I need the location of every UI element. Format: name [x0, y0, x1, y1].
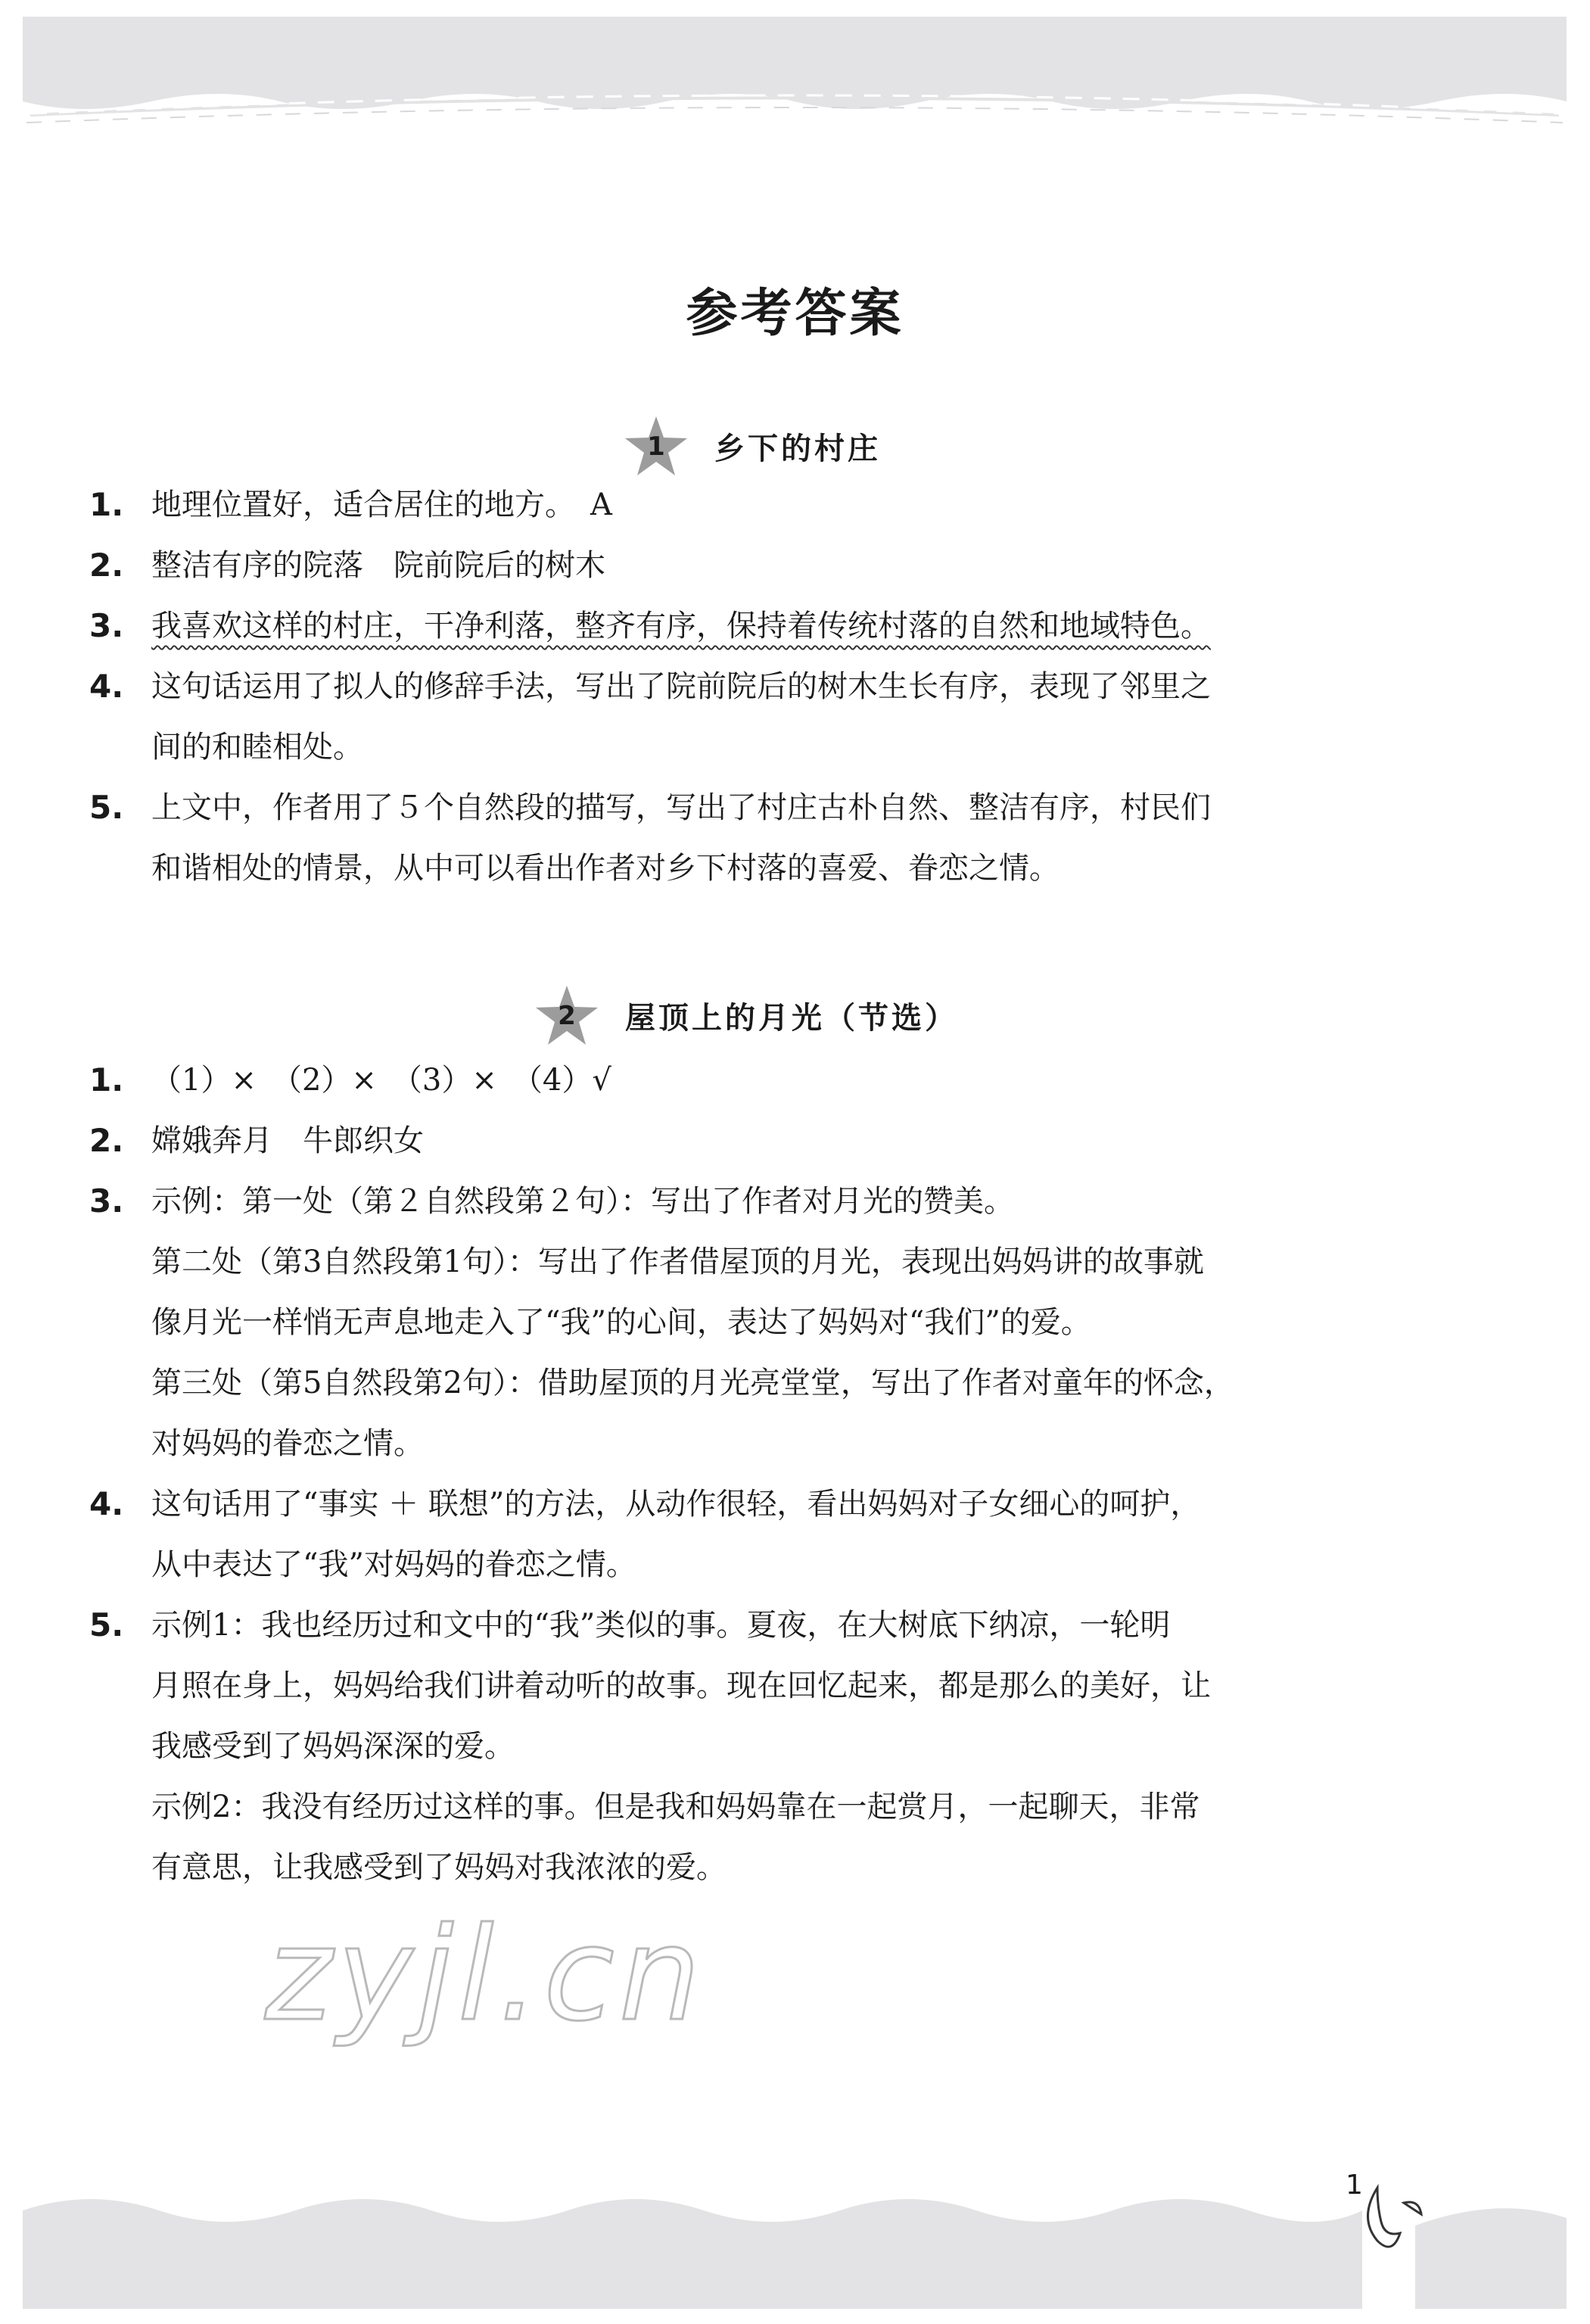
header-band [23, 17, 1567, 130]
section-heading-1 [0, 415, 1590, 483]
answer-number: 3. [89, 1182, 124, 1220]
answer-item [89, 475, 1370, 535]
answer-line: 地理位置好，适合居住的地方。 A [151, 488, 612, 522]
answer-item [89, 1171, 1370, 1474]
watermark: zyjl.cn [265, 1900, 705, 2050]
answer-line: 示例：第一处（第２自然段第２句）：写出了作者对月光的赞美。 [151, 1184, 1014, 1219]
water-drop-icon [1362, 2180, 1423, 2263]
answer-number: 5. [89, 1606, 124, 1643]
page-title: 参考答案 [686, 284, 904, 344]
star-icon [534, 984, 599, 1046]
answer-line: 从中表达了“我”对妈妈的眷恋之情。 [151, 1547, 636, 1582]
answer-line: 月照在身上，妈妈给我们讲着动听的故事。现在回忆起来，都是那么的美好，让 [151, 1668, 1211, 1703]
answer-item [89, 1595, 1370, 1898]
answer-number: 4. [89, 1485, 124, 1522]
answer-item [89, 656, 1370, 777]
answer-item [89, 777, 1370, 899]
answer-line: 像月光一样悄无声息地走入了“我”的心间，表达了妈妈对“我们”的爱。 [151, 1305, 1091, 1340]
answer-line: 上文中，作者用了５个自然段的描写，写出了村庄古朴自然、整洁有序，村民们 [151, 790, 1211, 825]
answer-line: 第三处（第5自然段第2句）：借助屋顶的月光亮堂堂，写出了作者对童年的怀念， [151, 1366, 1234, 1400]
answer-number: 5. [89, 789, 124, 826]
answer-item [89, 1111, 1370, 1171]
footer-band [23, 2165, 1567, 2309]
answer-line: 对妈妈的眷恋之情。 [151, 1426, 424, 1461]
section-number: 1 [647, 431, 665, 462]
answer-number: 2. [89, 547, 124, 584]
answer-line: 示例2：我没有经历过这样的事。但是我和妈妈靠在一起赏月，一起聊天，非常 [151, 1790, 1200, 1824]
answer-line: 和谐相处的情景，从中可以看出作者对乡下村落的喜爱、眷恋之情。 [151, 851, 1059, 886]
section-heading-2 [0, 984, 1590, 1052]
answer-number: 1. [89, 1061, 124, 1098]
answer-line: 间的和睦相处。 [151, 730, 363, 765]
answer-item [89, 596, 1370, 656]
answer-line: 这句话运用了拟人的修辞手法，写出了院前院后的树木生长有序，表现了邻里之 [151, 669, 1211, 704]
answer-line: 我感受到了妈妈深深的爱。 [151, 1729, 515, 1764]
answer-item [89, 535, 1370, 596]
section-number: 2 [558, 1001, 576, 1031]
page-number: 1 [1346, 2170, 1363, 2201]
answer-line: 整洁有序的院落 院前院后的树木 [151, 548, 605, 583]
answer-number: 4. [89, 668, 124, 705]
answer-line: 嫦娥奔月 牛郎织女 [151, 1123, 424, 1158]
answer-line: 这句话用了“事实 ＋ 联想”的方法，从动作很轻，看出妈妈对子女细心的呵护， [151, 1487, 1201, 1522]
section-title: 屋顶上的月光（节选） [625, 1000, 958, 1036]
section-title: 乡下的村庄 [714, 431, 881, 466]
answer-line: （1）× （2）× （3）× （4）√ [151, 1063, 611, 1098]
answer-item [89, 1474, 1370, 1595]
answer-number: 1. [89, 486, 124, 523]
answer-line: 示例1：我也经历过和文中的“我”类似的事。夏夜，在大树底下纳凉，一轮明 [151, 1608, 1171, 1643]
answer-line-underlined: 我喜欢这样的村庄，干净利落，整齐有序，保持着传统村落的自然和地域特色。 [151, 609, 1211, 643]
answer-line: 有意思，让我感受到了妈妈对我浓浓的爱。 [151, 1850, 727, 1885]
answer-number: 2. [89, 1122, 124, 1159]
answer-number: 3. [89, 607, 124, 644]
answer-item [89, 1050, 1370, 1111]
answer-line: 第二处（第3自然段第1句）：写出了作者借屋顶的月光，表现出妈妈讲的故事就 [151, 1245, 1204, 1279]
star-icon [624, 415, 689, 477]
